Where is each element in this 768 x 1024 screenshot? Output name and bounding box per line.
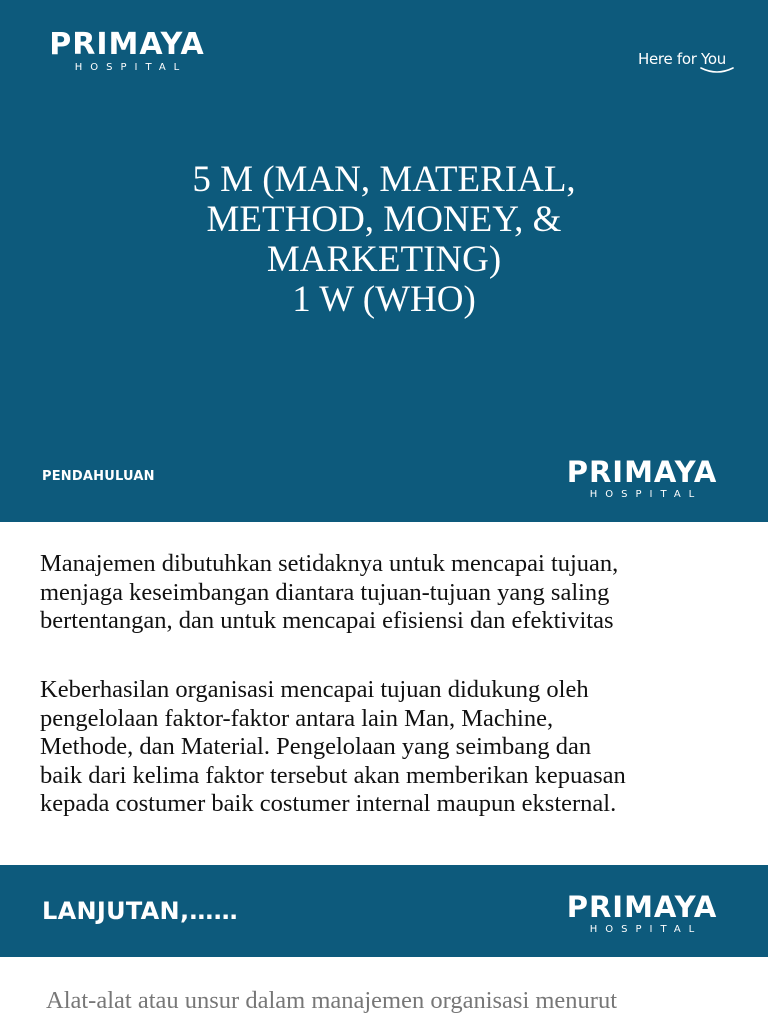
brand-logo-wordmark: PRIMAYA [566,455,718,489]
smile-icon [700,67,734,74]
title-line: 5 M (MAN, MATERIAL, [192,159,576,200]
content-slide [0,522,768,865]
paragraph-line: menjaga keseimbangan diantara tujuan-tujuan yang saling [40,578,610,606]
paragraph-line: bertentangan, dan untuk mencapai efisiensi dan efektivitas [40,607,614,634]
section-label: PENDAHULUAN [42,469,155,484]
brand-tagline [638,50,726,68]
slide-heading: LANJUTAN,…… [42,897,238,925]
paragraph-line: kepada costumer baik costumer internal maupun eksternal. [40,790,617,817]
brand-logo-wordmark: PRIMAYA [49,27,205,62]
brand-logo [42,27,212,73]
paragraph-line: Methode, dan Material. Pengelolaan yang seimbang dan [40,733,592,760]
paragraph-line: Manajemen dibutuhkan setidaknya untuk mencapai tujuan, [40,550,619,577]
title-line: METHOD, MONEY, & [206,199,562,240]
tagline-text: Here for You [638,50,726,68]
brand-logo-subtitle: HOSPITAL [589,924,703,935]
brand-logo-wordmark: PRIMAYA [566,890,718,924]
slide-title [0,160,768,320]
paragraph-line: Keberhasilan organisasi mencapai tujuan didukung oleh [40,676,589,703]
paragraph [40,676,740,819]
paragraph-line: pengelolaan faktor-faktor antara lain Man, Machine, [40,704,554,732]
title-line: MARKETING) [266,239,502,280]
brand-logo [558,455,726,500]
next-slide-header [0,865,768,957]
paragraph [40,550,740,636]
brand-logo-subtitle: HOSPITAL [74,62,188,73]
brand-logo [558,890,726,935]
paragraph-line: baik dari kelima faktor tersebut akan memberikan kepuasan [40,761,626,789]
brand-logo-subtitle: HOSPITAL [589,489,703,500]
next-slide-body [0,957,768,1024]
paragraph-line: Alat-alat atau unsur dalam manajemen organisasi menurut [46,987,618,1014]
title-line: 1 W (WHO) [292,279,476,320]
